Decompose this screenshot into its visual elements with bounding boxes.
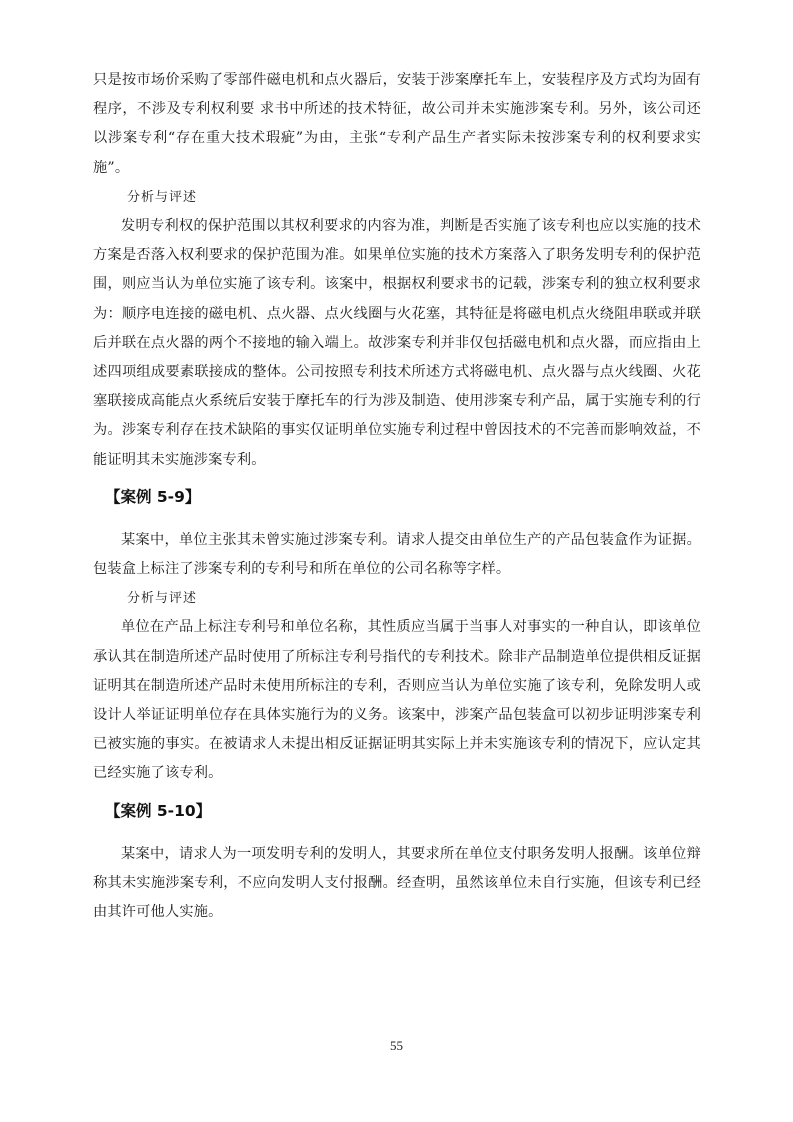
paragraph-analysis-1: 发明专利权的保护范围以其权利要求的内容为准，判断是否实施了该专利也应以实施的技术方案是否落入权利要求的保护范围为准。如果单位实施的技术方案落入了职务发明专利的保护范围，则应当认为单位实施了该专利。该案中，根据权利要求书的记载，涉案专利的独立权利要求为：顺序电连接的磁电机、点火器、点火线圈与火花塞，其特征是将磁电机点火绕阻串联或并联后并联在点火器的两个不接地的输入端上。故涉案专利并非仅包括磁电机和点火器，而应指由上述四项组成要素联接成的整体。公司按照专利技术所述方式将磁电机、点火器与点火线圈、火花塞联接成高能点火系统后安装于摩托车的行为涉及制造、使用涉案专利产品，属于实施专利的行为。涉案专利存在技术缺陷的事实仅证明单位实施专利过程中曾因技术的不完善而影响效益，不能证明其未实施涉案专利。: [93, 218, 701, 468]
case-title-5-9: 【案例 5-9】: [105, 487, 201, 506]
case-title-5-10: 【案例 5-10】: [105, 801, 212, 820]
paragraph-case-background: 只是按市场价采购了零部件磁电机和点火器后，安装于涉案摩托车上，安装程序及方式均为固有程序，不涉及专利权利要 求书中所述的技术特征，故公司并未实施涉案专利。另外，该公司还以涉案专利“存在重大技术瑕疵”为由，主张“专利产品生产者实际未按涉案专利的权利要求实施”。: [93, 72, 701, 176]
analysis-heading: 分析与评述: [127, 591, 198, 607]
analysis-heading: 分析与评述: [127, 189, 198, 205]
paragraph-case-5-9: 某案中，单位主张其未曾实施过涉案专利。请求人提交由单位生产的产品包装盒作为证据。包装盒上标注了涉案专利的专利号和所在单位的公司名称等字样。: [93, 531, 701, 578]
paragraph-analysis-2: 单位在产品上标注专利号和单位名称，其性质应当属于当事人对事实的一种自认，即该单位承认其在制造所述产品时使用了所标注专利号指代的专利技术。除非产品制造单位提供相反证据证明其在制造所述产品时未使用所标注的专利，否则应当认为单位实施了该专利，免除发明人或设计人举证证明单位存在具体实施行为的义务。该案中，涉案产品包装盒可以初步证明涉案专利已被实施的事实。在被请求人未提出相反证据证明其实际上并未实施该专利的情况下，应认定其已经实施了该专利。: [93, 619, 701, 782]
paragraph-case-5-10: 某案中，请求人为一项发明专利的发明人，其要求所在单位支付职务发明人报酬。该单位辩称其未实施涉案专利，不应向发明人支付报酬。经查明，虽然该单位未自行实施，但该专利已经由其许可他人实施。: [93, 845, 701, 921]
document-body: [93, 66, 701, 927]
page-number: 55: [390, 1038, 403, 1053]
